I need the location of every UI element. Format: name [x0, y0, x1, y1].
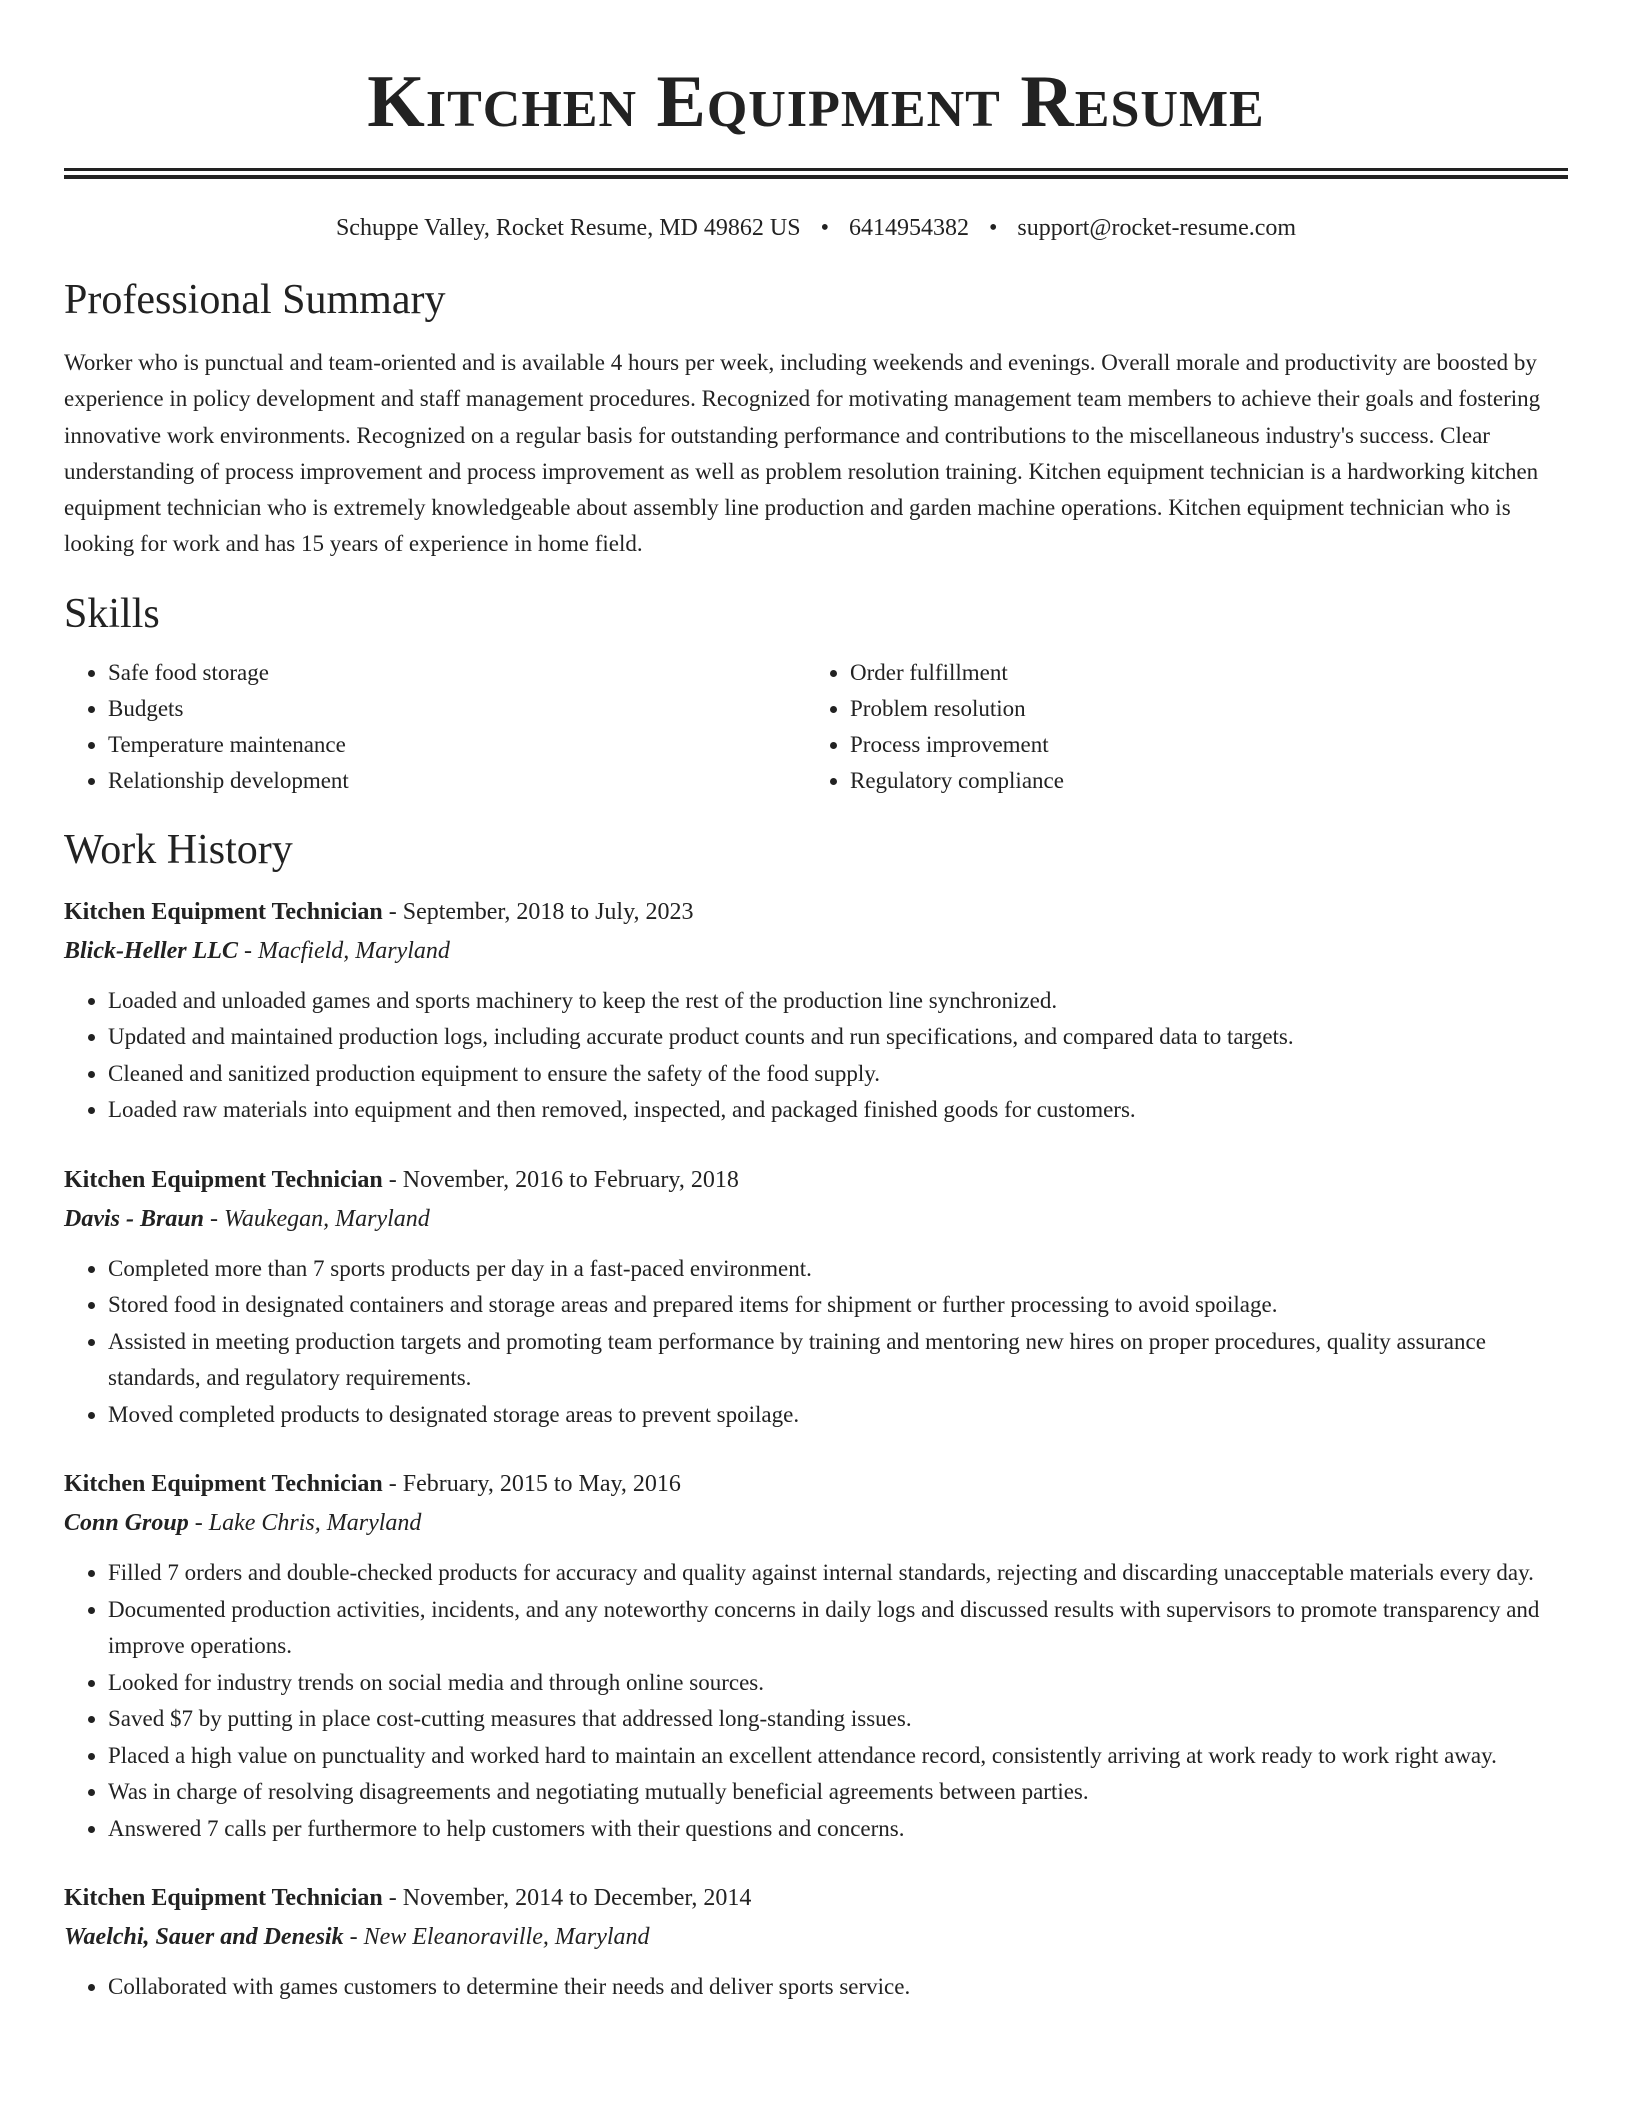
job-duty-item: • Stored food in designated containers and storage areas and prepared items for shipment or further processing to avoid spoilage. [108, 1287, 1568, 1324]
job-dates: - September, 2018 to July, 2023 [382, 898, 694, 925]
job-title: Kitchen Equipment Technician [64, 1885, 383, 1912]
title-double-rule [64, 168, 1568, 179]
job-entry [64, 893, 1568, 1129]
job-entry [64, 1161, 1568, 1434]
skills-column-right [806, 655, 1548, 799]
job-duty-item: • Answered 7 calls per furthermore to help customers with their questions and concerns. [108, 1811, 1568, 1848]
skill-item: • Regulatory compliance [850, 763, 1548, 799]
job-company: Blick-Heller LLC [64, 937, 238, 964]
job-header [64, 1465, 1568, 1503]
skill-item: • Safe food storage [108, 655, 806, 691]
job-duty-item: • Documented production activities, incidents, and any noteworthy concerns in daily logs and discussed results with supervisors to promote transparency and improve operations. [108, 1592, 1568, 1665]
job-duty-item: • Loaded and unloaded games and sports machinery to keep the rest of the production line synchronized. [108, 983, 1568, 1020]
work-history-heading: Work History [64, 826, 293, 873]
job-dates: - February, 2015 to May, 2016 [382, 1471, 681, 1498]
skills-heading: Skills [64, 590, 160, 637]
professional-summary-heading: Professional Summary [64, 277, 446, 323]
contact-email: support@rocket-resume.com [1017, 215, 1297, 241]
contact-phone: 6414954382 [848, 215, 969, 241]
job-company: Conn Group [64, 1510, 189, 1537]
job-employer [64, 1199, 1568, 1239]
job-location: - Macfield, Maryland [237, 937, 450, 964]
job-duty-item: • Saved $7 by putting in place cost-cutting measures that addressed long-standing issues. [108, 1701, 1568, 1738]
job-duty-item: • Filled 7 orders and double-checked products for accuracy and quality against internal standards, rejecting and discarding unacceptable materials every day. [108, 1555, 1568, 1592]
job-duty-item: • Looked for industry trends on social media and through online sources. [108, 1665, 1568, 1702]
contact-separator: • [820, 215, 829, 241]
job-duty-item: • Assisted in meeting production targets and promoting team performance by training and mentoring new hires on proper procedures, quality assurance standards, and regulatory requirements. [108, 1324, 1568, 1397]
job-duty-item: • Cleaned and sanitized production equipment to ensure the safety of the food supply. [108, 1056, 1568, 1093]
job-title: Kitchen Equipment Technician [64, 898, 383, 925]
job-dates: - November, 2014 to December, 2014 [382, 1885, 752, 1912]
skills-list [64, 655, 1568, 799]
job-duty-item: • Completed more than 7 sports products per day in a fast-paced environment. [108, 1251, 1568, 1288]
contact-address: Schuppe Valley, Rocket Resume, MD 49862 US [335, 215, 801, 241]
job-dates: - November, 2016 to February, 2018 [382, 1166, 739, 1193]
job-company: Waelchi, Sauer and Denesik [64, 1924, 344, 1951]
job-company: Davis - Braun [64, 1205, 205, 1232]
skill-item: • Problem resolution [850, 691, 1548, 727]
job-duty-item: • Moved completed products to designated storage areas to prevent spoilage. [108, 1397, 1568, 1434]
skill-item: • Relationship development [108, 763, 806, 799]
job-employer [64, 1503, 1568, 1543]
skill-item: • Budgets [108, 691, 806, 727]
job-header [64, 893, 1568, 931]
job-duty-item: • Loaded raw materials into equipment and then removed, inspected, and packaged finished goods for customers. [108, 1092, 1568, 1129]
job-duty-item: • Placed a high value on punctuality and worked hard to maintain an excellent attendance record, consistently arriving at work ready to work right away. [108, 1738, 1568, 1775]
skill-item: • Process improvement [850, 727, 1548, 763]
job-duties [64, 983, 1568, 1129]
job-header [64, 1879, 1568, 1917]
job-duty-item: • Updated and maintained production logs, including accurate product counts and run specifications, and compared data to targets. [108, 1019, 1568, 1056]
job-location: - Waukegan, Maryland [204, 1205, 430, 1232]
skills-column-left [64, 655, 806, 799]
job-duties [64, 1251, 1568, 1434]
resume-page [64, 0, 1568, 2006]
job-title: Kitchen Equipment Technician [64, 1471, 383, 1498]
skill-item: • Order fulfillment [850, 655, 1548, 691]
job-duty-item: • Collaborated with games customers to determine their needs and deliver sports service. [108, 1969, 1568, 2006]
job-duties [64, 1555, 1568, 1847]
job-entry [64, 1465, 1568, 1847]
job-location: - Lake Chris, Maryland [188, 1510, 422, 1537]
job-header [64, 1161, 1568, 1199]
job-location: - New Eleanoraville, Maryland [343, 1924, 650, 1951]
professional-summary-text: Worker who is punctual and team-oriented and is available 4 hours per week, including weekends and evenings. Overall morale and productivity are boosted by experience in policy development and staff management procedures. Recognized for motivating management team members to achieve their goals and fostering innovative work environments. Recognized on a regular basis for outstanding performance and contributions to the miscellaneous industry's success. Clear understanding of process improvement and process improvement as well as problem resolution training. Kitchen equipment technician is a hardworking kitchen equipment technician who is extremely knowledgeable about assembly line production and garden machine operations. Kitchen equipment technician who is looking for work and has 15 years of experience in home field. [64, 350, 1541, 557]
job-duties [64, 1969, 1568, 2006]
contact-separator: • [988, 215, 998, 241]
job-employer [64, 931, 1568, 971]
resume-title: Kitchen Equipment Resume [367, 61, 1265, 143]
job-duty-item: • Was in charge of resolving disagreements and negotiating mutually beneficial agreements between parties. [108, 1774, 1568, 1811]
skill-item: • Temperature maintenance [108, 727, 806, 763]
job-employer [64, 1917, 1568, 1957]
job-entry [64, 1879, 1568, 2006]
contact-line [64, 213, 1568, 243]
job-title: Kitchen Equipment Technician [64, 1166, 383, 1193]
